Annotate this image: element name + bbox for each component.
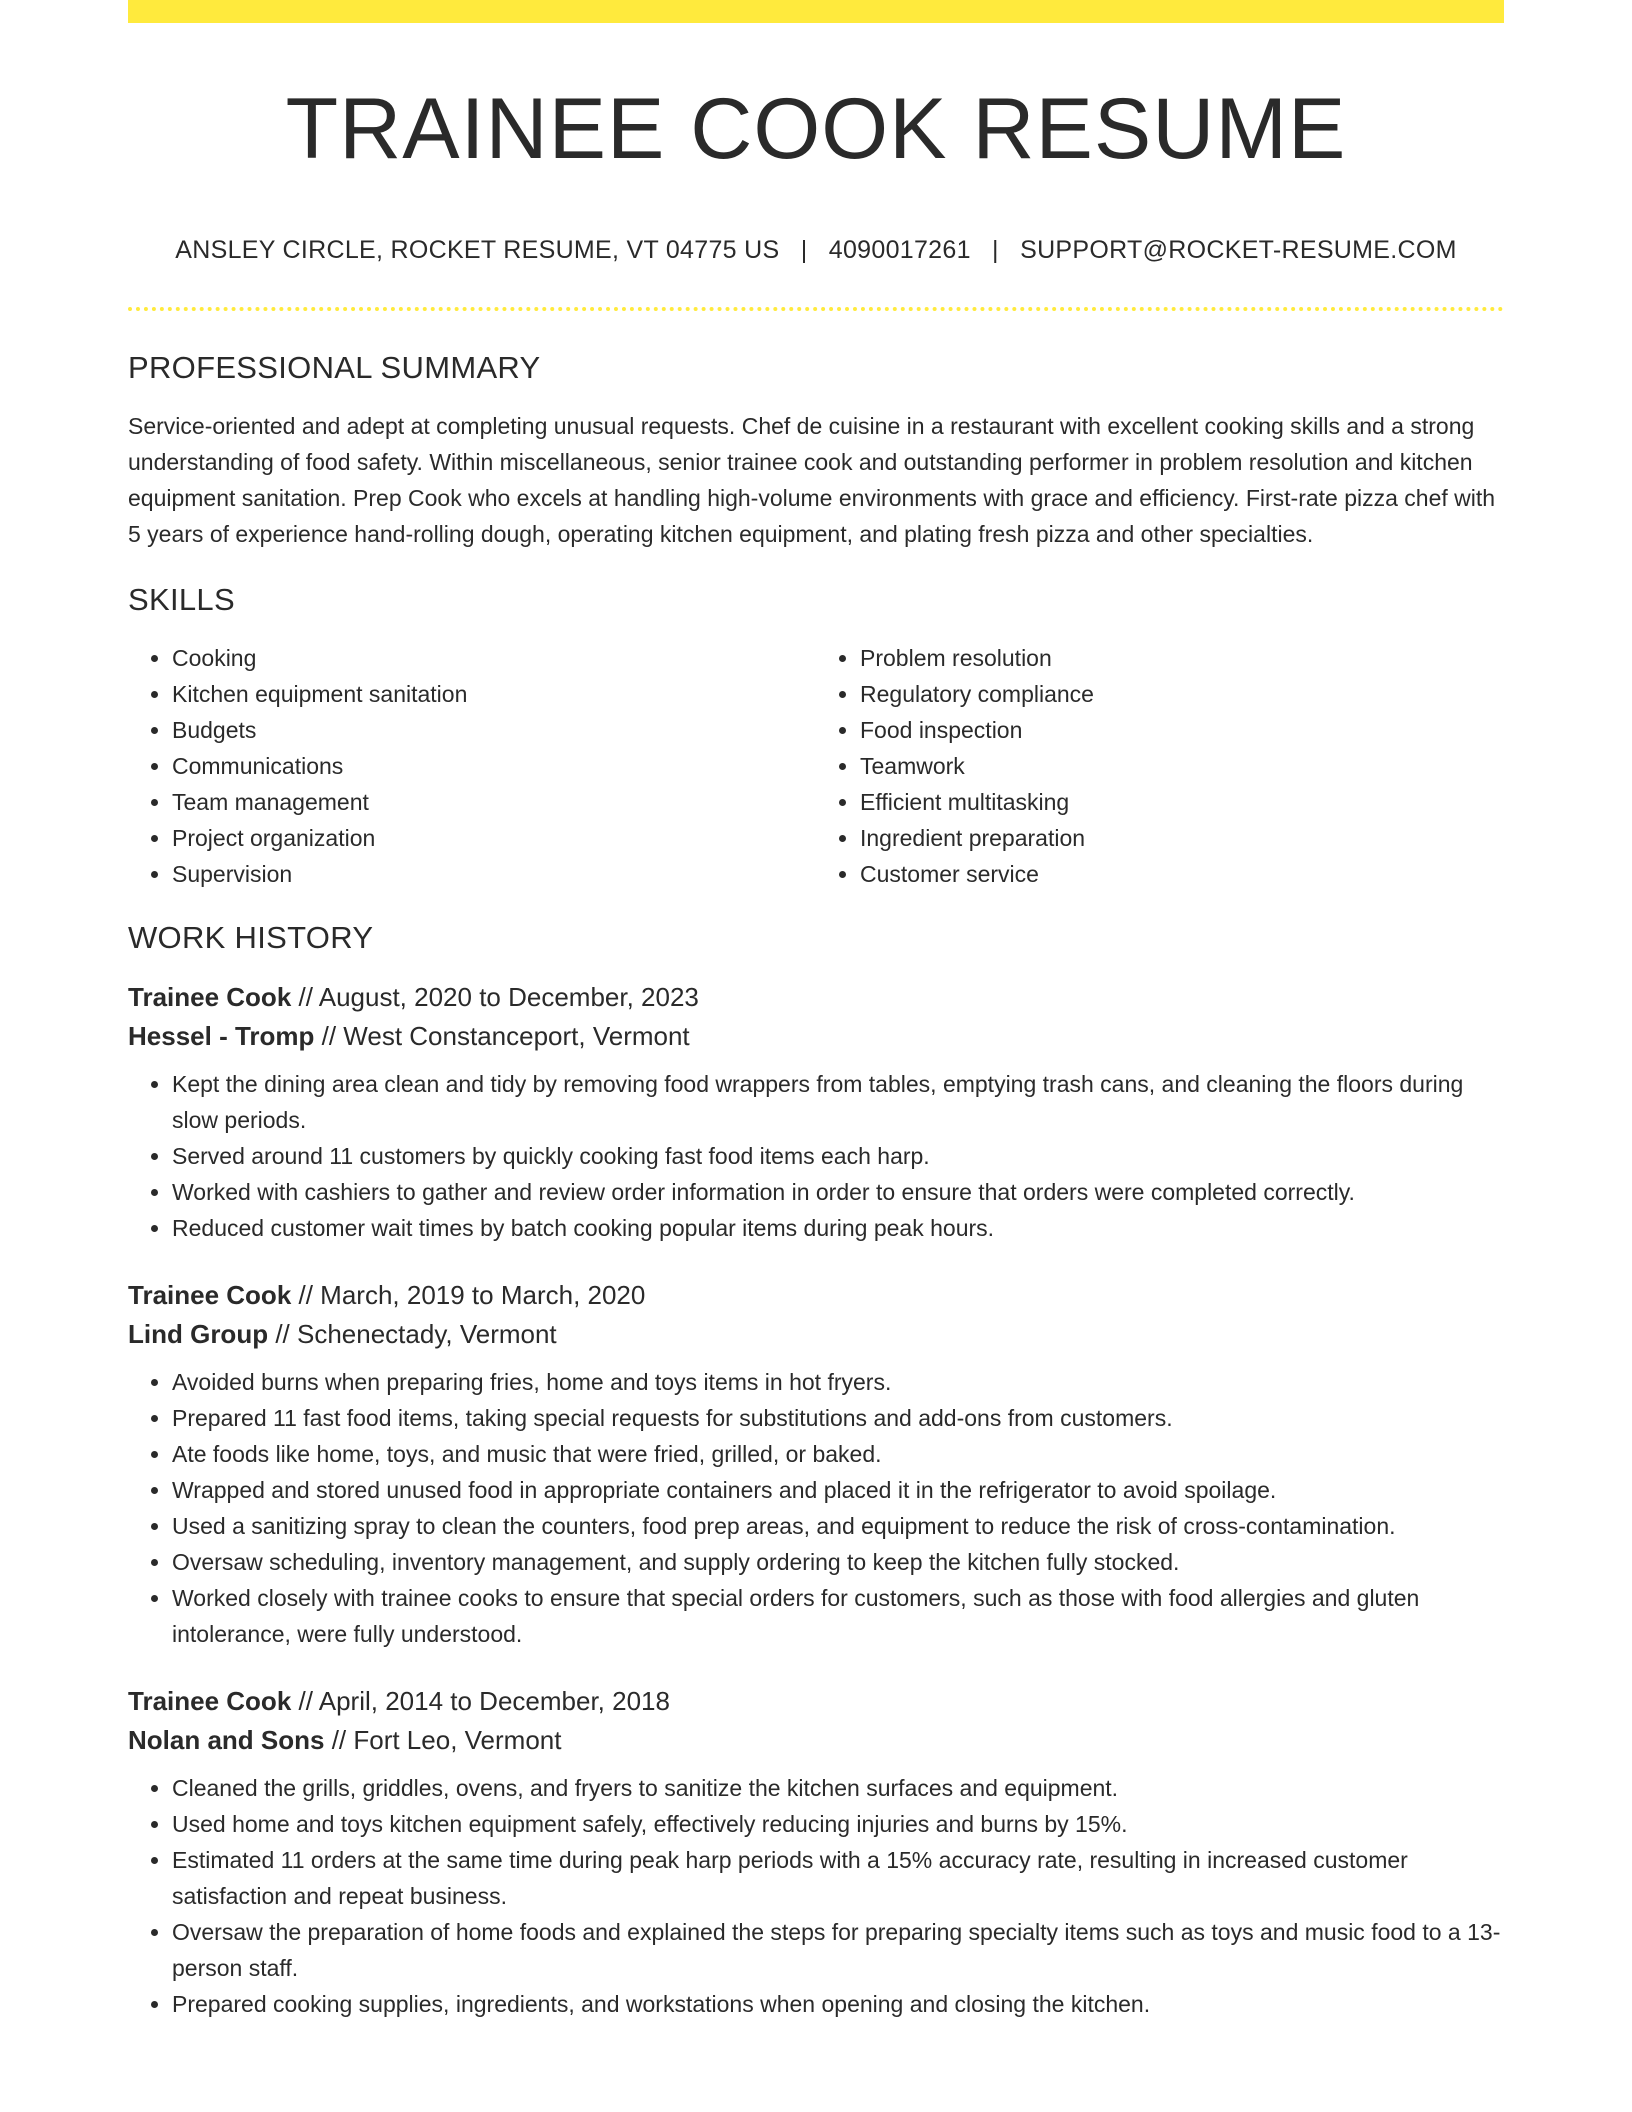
job-role: Trainee Cook [128,1280,292,1310]
job-bullets [128,1066,1504,1246]
job-bullet: • Used a sanitizing spray to clean the counters, food prep areas, and equipment to reduce the risk of cross-contamination. [172,1508,1504,1544]
job-bullets [128,1364,1504,1652]
skill-item: • Team management [172,784,816,820]
work-history-heading: WORK HISTORY [128,920,374,955]
job-bullet: • Worked with cashiers to gather and review order information in order to ensure that orders were completed correctly. [172,1174,1504,1210]
work-history-section [128,920,1504,2022]
skill-item: • Food inspection [860,712,1504,748]
contact-email: SUPPORT@ROCKET-RESUME.COM [1020,236,1457,264]
skills-heading: SKILLS [128,582,235,617]
job-entry [128,978,1504,1246]
job-company: Nolan and Sons [128,1725,325,1755]
skill-item: • Budgets [172,712,816,748]
resume-title: TRAINEE COOK RESUME [285,81,1347,177]
skill-item: • Regulatory compliance [860,676,1504,712]
contact-separator: | [800,236,808,264]
skill-item: • Supervision [172,856,816,892]
job-role: Trainee Cook [128,982,292,1012]
job-location: // Schenectady, Vermont [268,1319,557,1349]
job-company-line [128,1721,1504,1760]
job-bullet: • Oversaw the preparation of home foods and explained the steps for preparing specialty items such as toys and music food to a 13-person staff. [172,1914,1504,1986]
job-dates: // August, 2020 to December, 2023 [291,982,699,1012]
job-company-line [128,1315,1504,1354]
job-bullet: • Cleaned the grills, griddles, ovens, and fryers to sanitize the kitchen surfaces and equipment. [172,1770,1504,1806]
job-bullet: • Served around 11 customers by quickly cooking fast food items each harp. [172,1138,1504,1174]
job-bullet: • Wrapped and stored unused food in appropriate containers and placed it in the refrigerator to avoid spoilage. [172,1472,1504,1508]
skill-item: • Kitchen equipment sanitation [172,676,816,712]
job-location: // West Constanceport, Vermont [314,1021,690,1051]
resume-body [128,350,1504,2052]
contact-separator: | [992,236,999,264]
job-company-line [128,1017,1504,1056]
skill-item: • Project organization [172,820,816,856]
job-bullet: • Estimated 11 orders at the same time during peak harp periods with a 15% accuracy rate, resulting in increased customer satisfaction and repeat business. [172,1842,1504,1914]
skills-right-column [816,640,1504,892]
job-bullets [128,1770,1504,2022]
skills-section [128,582,1504,892]
summary-section [128,350,1504,552]
job-entry [128,1276,1504,1652]
skill-item: • Problem resolution [860,640,1504,676]
skill-item: • Efficient multitasking [860,784,1504,820]
summary-heading: PROFESSIONAL SUMMARY [128,350,541,385]
job-title-line [128,978,1504,1017]
job-bullet: • Used home and toys kitchen equipment safely, effectively reducing injuries and burns by 15%. [172,1806,1504,1842]
accent-bar [128,0,1504,23]
skill-item: • Teamwork [860,748,1504,784]
summary-text: Service-oriented and adept at completing unusual requests. Chef de cuisine in a restaurant with excellent cooking skills and a strong understanding of food safety. Within miscellaneous, senior trainee cook and outstanding performer in problem resolution and kitchen equipment sanitation. Prep Cook who excels at handling high-volume environments with grace and efficiency. First-rate pizza chef with 5 years of experience hand-rolling dough, operating kitchen equipment, and plating fresh pizza and other specialties. [128,413,1496,547]
skills-columns [128,640,1504,892]
skill-item: • Cooking [172,640,816,676]
skill-item: • Ingredient preparation [860,820,1504,856]
skill-item: • Communications [172,748,816,784]
job-title-line [128,1682,1504,1721]
skills-left-column [128,640,816,892]
contact-line [128,236,1504,265]
contact-address: ANSLEY CIRCLE, ROCKET RESUME, VT 04775 US [175,236,780,264]
job-dates: // March, 2019 to March, 2020 [291,1280,646,1310]
job-bullet: • Prepared 11 fast food items, taking special requests for substitutions and add-ons from customers. [172,1400,1504,1436]
job-role: Trainee Cook [128,1686,292,1716]
job-location: // Fort Leo, Vermont [324,1725,562,1755]
dotted-divider [128,307,1504,311]
job-bullet: • Prepared cooking supplies, ingredients, and workstations when opening and closing the kitchen. [172,1986,1504,2022]
job-bullet: • Kept the dining area clean and tidy by removing food wrappers from tables, emptying trash cans, and cleaning the floors during slow periods. [172,1066,1504,1138]
skill-item: • Customer service [860,856,1504,892]
job-dates: // April, 2014 to December, 2018 [291,1686,670,1716]
job-bullet: • Worked closely with trainee cooks to ensure that special orders for customers, such as those with food allergies and gluten intolerance, were fully understood. [172,1580,1504,1652]
job-entry [128,1682,1504,2022]
job-bullet: • Oversaw scheduling, inventory management, and supply ordering to keep the kitchen fully stocked. [172,1544,1504,1580]
job-bullet: • Reduced customer wait times by batch cooking popular items during peak hours. [172,1210,1504,1246]
job-title-line [128,1276,1504,1315]
job-bullet: • Ate foods like home, toys, and music that were fried, grilled, or baked. [172,1436,1504,1472]
job-company: Hessel - Tromp [128,1021,315,1051]
contact-phone: 4090017261 [828,236,971,264]
job-bullet: • Avoided burns when preparing fries, home and toys items in hot fryers. [172,1364,1504,1400]
job-company: Lind Group [128,1319,269,1349]
